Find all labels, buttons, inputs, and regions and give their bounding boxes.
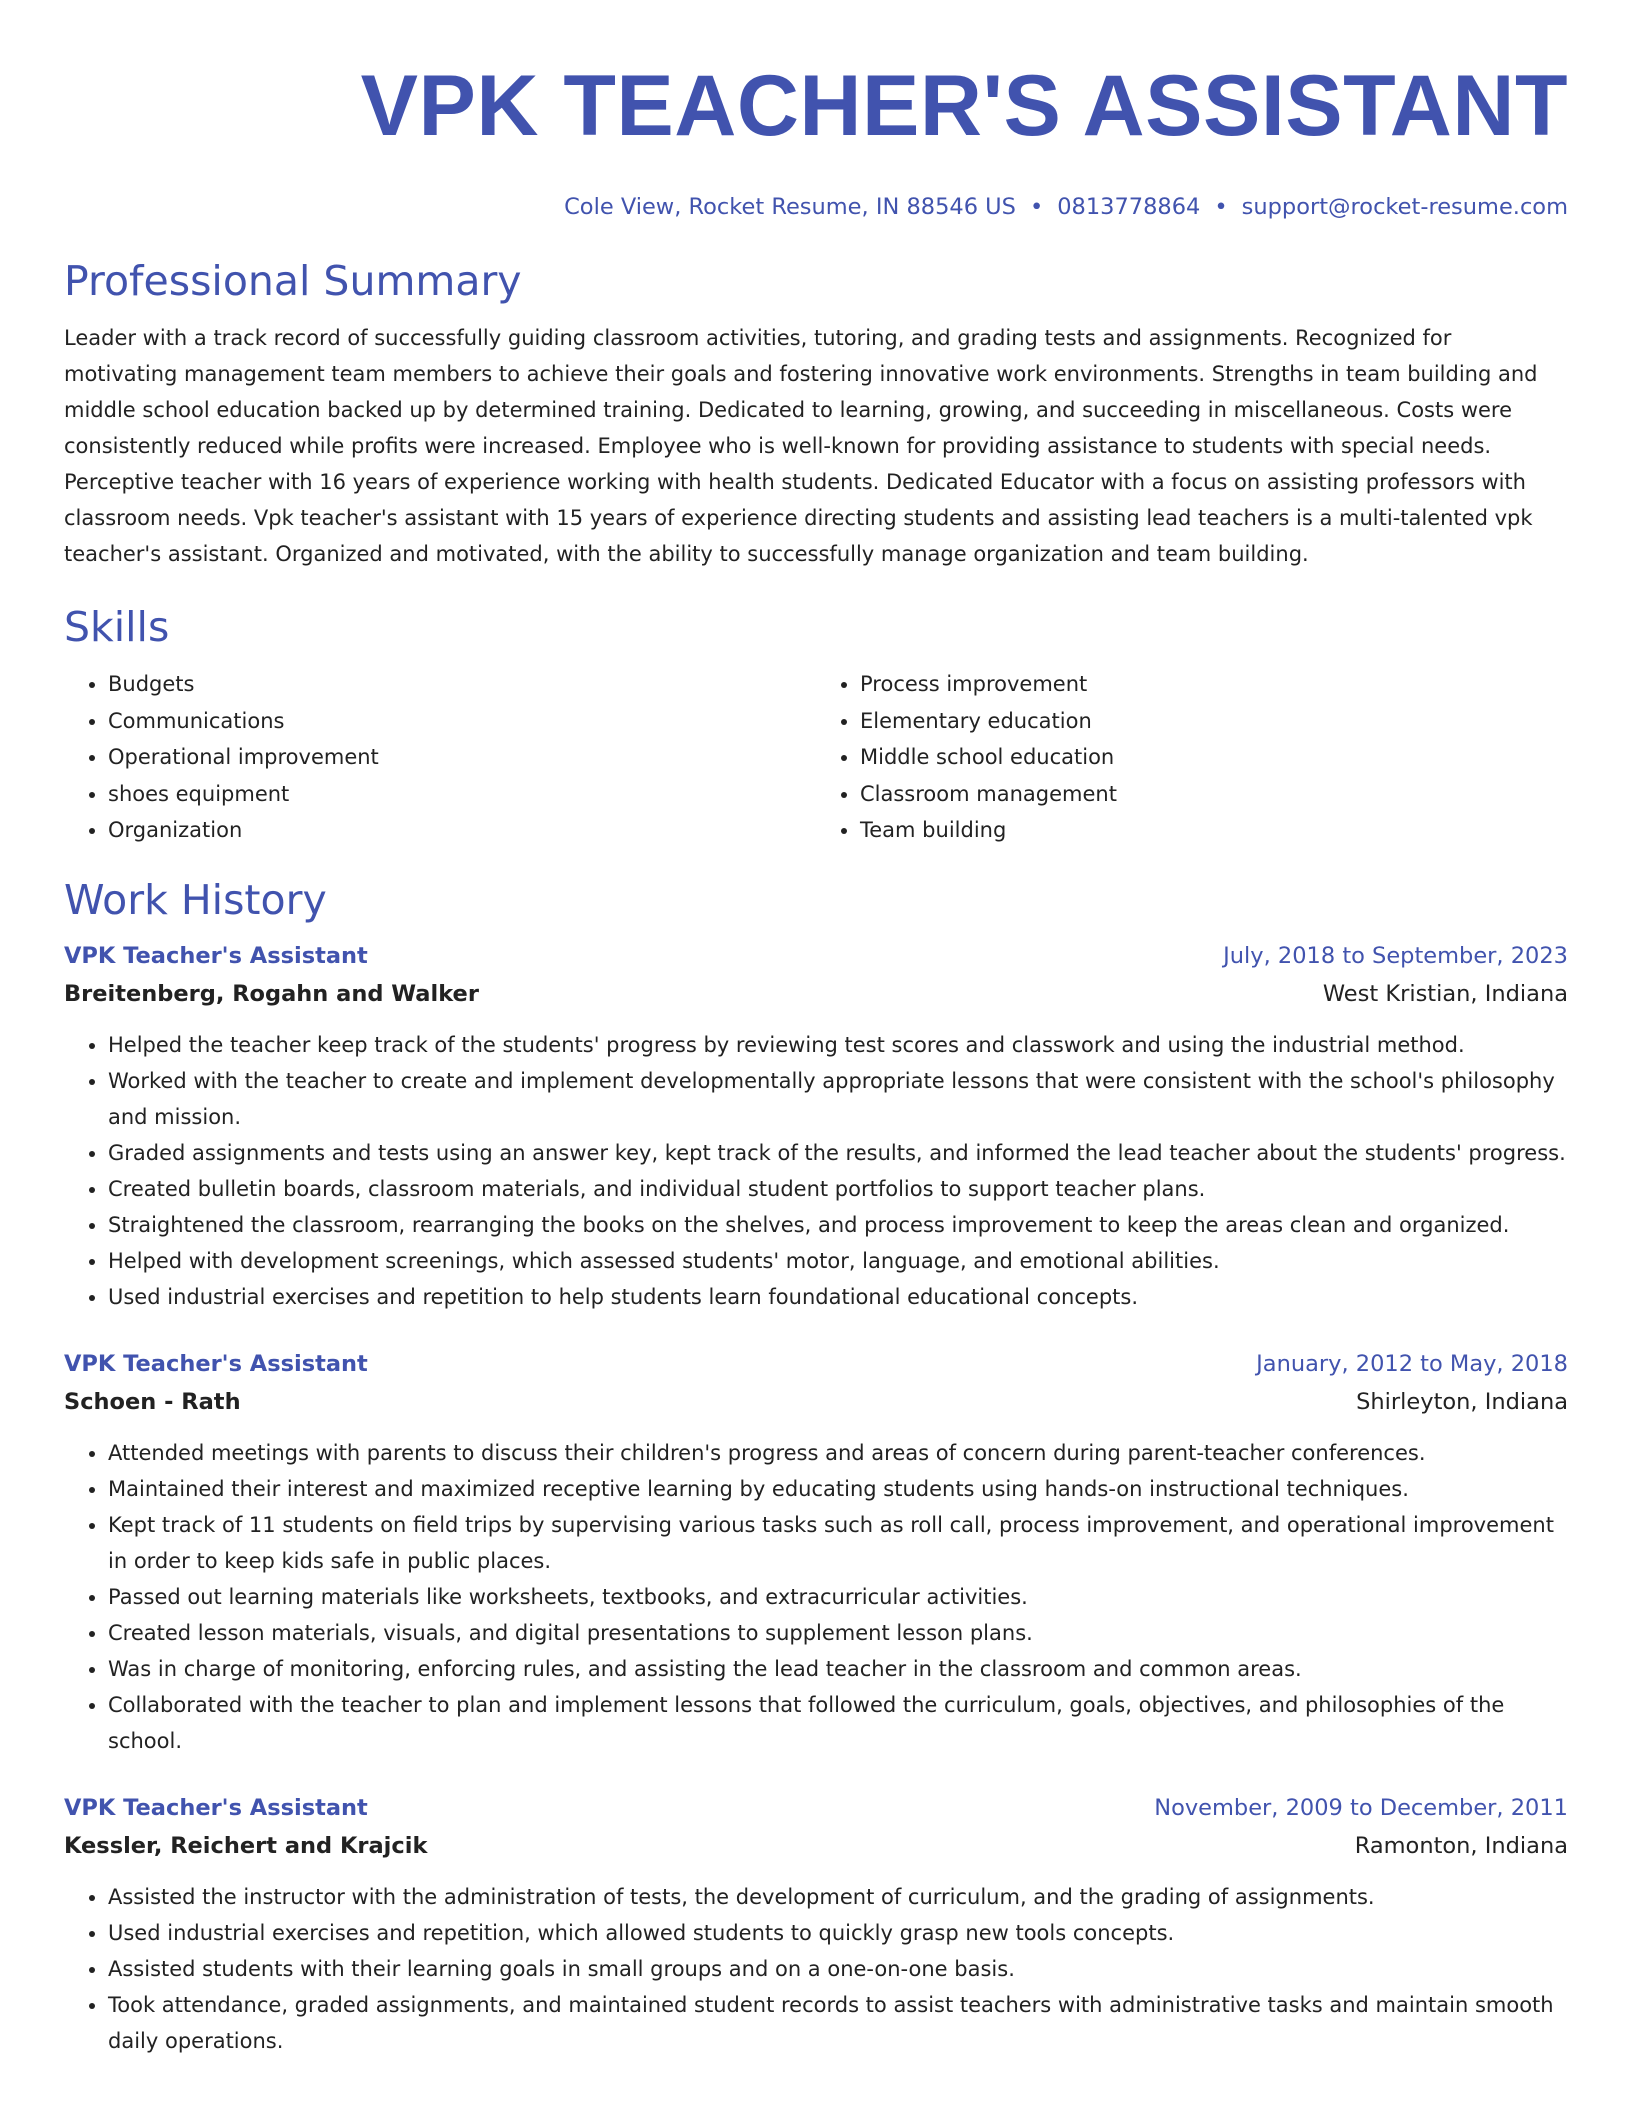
section-title-skills: Skills — [64, 603, 170, 651]
contact-address: Cole View, Rocket Resume, IN 88546 US — [564, 194, 1016, 220]
skill-item: • Team building — [860, 812, 1568, 849]
job-bullet: • Worked with the teacher to create and implement developmentally appropriate lessons that were consistent with the school's philosophy and mission. — [108, 1063, 1568, 1135]
job-bullet: • Created bulletin boards, classroom materials, and individual student portfolios to support teacher plans. — [108, 1171, 1568, 1207]
job-bullet: • Collaborated with the teacher to plan and implement lessons that followed the curriculum, goals, objectives, and philosophies of the school. — [108, 1687, 1568, 1759]
contact-email: support@rocket-resume.com — [1241, 194, 1568, 220]
job-entry — [64, 937, 1568, 1315]
job-company-row — [64, 1383, 1568, 1421]
summary-text: Leader with a track record of successfully guiding classroom activities, tutoring, and grading tests and assignments. Recognized for motivating management team members to achieve their goals and fostering innovative work environments. Strengths in team building and middle school education backed up by determined training. Dedicated to learning, growing, and succeeding in miscellaneous. Costs were consistently reduced while profits were increased. Employee who is well-known for providing assistance to students with special needs. Perceptive teacher with 16 years of experience working with health students. Dedicated Educator with a focus on assisting professors with classroom needs. Vpk teacher's assistant with 15 years of experience directing students and assisting lead teachers is a multi-talented vpk teacher's assistant. Organized and motivated, with the ability to successfully manage organization and team building. — [64, 326, 1538, 566]
job-company: Schoen - Rath — [64, 1388, 241, 1415]
skill-item: • Organization — [108, 812, 816, 849]
skill-item: • Process improvement — [860, 666, 1568, 703]
job-header-row — [64, 1789, 1568, 1827]
job-bullet: • Used industrial exercises and repetition to help students learn foundational educational concepts. — [108, 1279, 1568, 1315]
job-company-row — [64, 1827, 1568, 1865]
candidate-name: VPK TEACHER'S ASSISTANT — [360, 58, 1568, 154]
section-title-work-history: Work History — [64, 875, 327, 924]
job-title: VPK Teacher's Assistant — [64, 1794, 368, 1821]
job-company: Kessler, Reichert and Krajcik — [64, 1832, 428, 1859]
skill-item: • Elementary education — [860, 703, 1568, 740]
job-bullets — [64, 1879, 1568, 2059]
job-bullet: • Assisted the instructor with the administration of tests, the development of curriculum, and the grading of assignments. — [108, 1879, 1568, 1915]
job-location: Ramonton, Indiana — [1354, 1832, 1568, 1859]
job-bullet: • Created lesson materials, visuals, and digital presentations to supplement lesson plans. — [108, 1615, 1568, 1651]
job-company-row — [64, 975, 1568, 1013]
job-location: Shirleyton, Indiana — [1356, 1388, 1568, 1415]
skill-item: • Communications — [108, 703, 816, 740]
job-dates: November, 2009 to December, 2011 — [1154, 1794, 1568, 1821]
contact-line — [64, 192, 1568, 222]
job-entry — [64, 1345, 1568, 1759]
job-dates: July, 2018 to September, 2023 — [1223, 942, 1568, 969]
job-dates: January, 2012 to May, 2018 — [1256, 1350, 1568, 1377]
section-title-summary: Professional Summary — [64, 257, 522, 305]
job-bullet: • Assisted students with their learning goals in small groups and on a one-on-one basis. — [108, 1951, 1568, 1987]
job-bullet: • Maintained their interest and maximized receptive learning by educating students using hands-on instructional techniques. — [108, 1471, 1568, 1507]
job-bullet: • Took attendance, graded assignments, and maintained student records to assist teachers with administrative tasks and maintain smooth daily operations. — [108, 1987, 1568, 2059]
skills-list — [64, 666, 1568, 849]
job-title: VPK Teacher's Assistant — [64, 1350, 368, 1377]
job-bullet: • Attended meetings with parents to discuss their children's progress and areas of concern during parent-teacher conferences. — [108, 1435, 1568, 1471]
job-bullet: • Helped the teacher keep track of the students' progress by reviewing test scores and classwork and using the industrial method. — [108, 1027, 1568, 1063]
job-entry — [64, 1789, 1568, 2059]
job-bullet: • Was in charge of monitoring, enforcing rules, and assisting the lead teacher in the classroom and common areas. — [108, 1651, 1568, 1687]
job-bullet: • Helped with development screenings, which assessed students' motor, language, and emotional abilities. — [108, 1243, 1568, 1279]
job-bullet: • Graded assignments and tests using an answer key, kept track of the results, and informed the lead teacher about the students' progress. — [108, 1135, 1568, 1171]
contact-phone: 0813778864 — [1057, 194, 1201, 220]
job-title: VPK Teacher's Assistant — [64, 942, 368, 969]
job-bullet: • Used industrial exercises and repetition, which allowed students to quickly grasp new tools concepts. — [108, 1915, 1568, 1951]
skill-item: • Budgets — [108, 666, 816, 703]
job-location: West Kristian, Indiana — [1322, 980, 1568, 1007]
job-header-row — [64, 1345, 1568, 1383]
job-bullet: • Passed out learning materials like worksheets, textbooks, and extracurricular activities. — [108, 1579, 1568, 1615]
job-company: Breitenberg, Rogahn and Walker — [64, 980, 479, 1007]
job-bullets — [64, 1027, 1568, 1315]
contact-separator: • — [1029, 194, 1044, 220]
skills-column-right — [816, 666, 1568, 849]
job-header-row — [64, 937, 1568, 975]
skill-item: • Classroom management — [860, 776, 1568, 813]
skills-column-left — [64, 666, 816, 849]
skill-item: • shoes equipment — [108, 776, 816, 813]
job-bullet: • Straightened the classroom, rearranging the books on the shelves, and process improvement to keep the areas clean and organized. — [108, 1207, 1568, 1243]
contact-separator: • — [1214, 194, 1228, 220]
job-bullets — [64, 1435, 1568, 1759]
skill-item: • Operational improvement — [108, 739, 816, 776]
job-bullet: • Kept track of 11 students on field trips by supervising various tasks such as roll call, process improvement, and operational improvement in order to keep kids safe in public places. — [108, 1507, 1568, 1579]
skill-item: • Middle school education — [860, 739, 1568, 776]
